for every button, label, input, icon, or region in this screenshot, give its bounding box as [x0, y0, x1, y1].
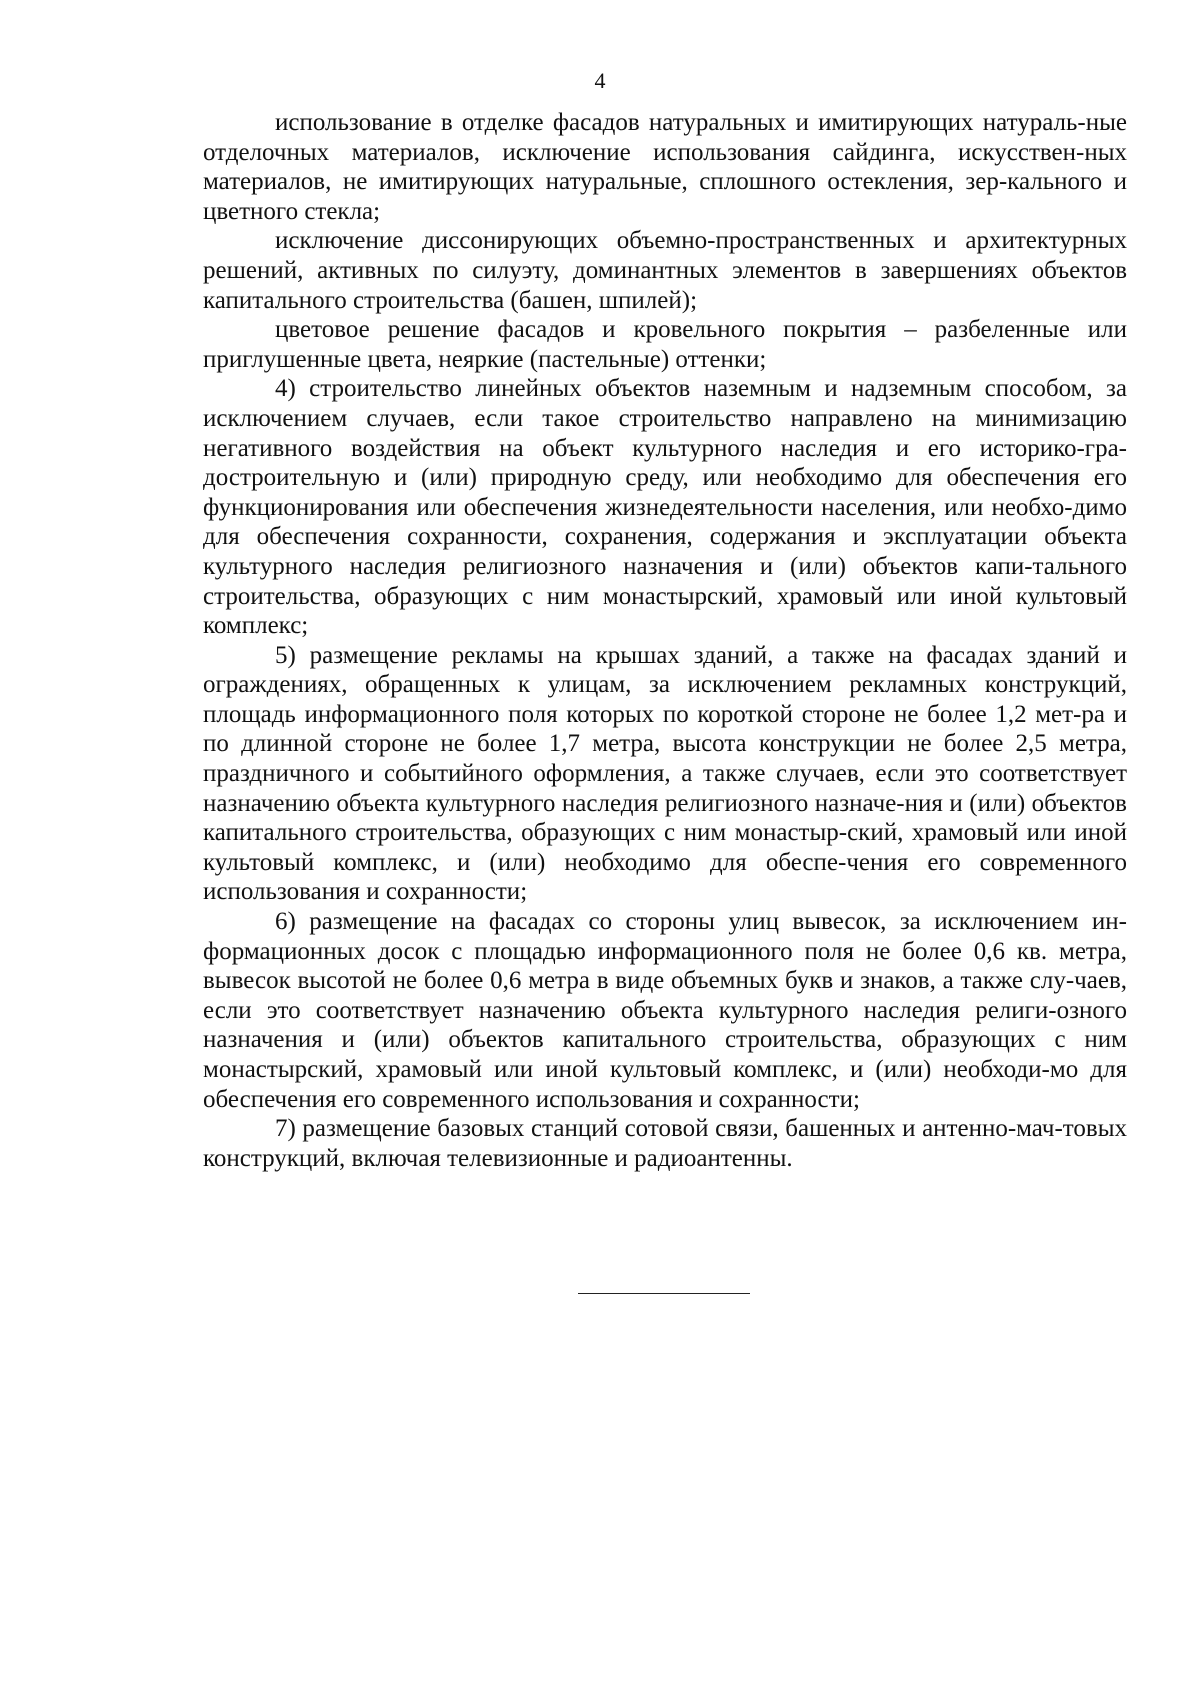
end-divider-line [578, 1293, 750, 1294]
paragraph-item-4-linear-objects: 4) строительство линейных объектов наземным и надземным способом, за исключением случаев, если такое строительство направлено на минимизацию негативного воздействия на объект культурного наследия и его историко-гра-достроительную и (или) природную среду, или необходимо для обеспечения его функционирования или обеспечения жизнедеятельности населения, или необхо-димо для обеспечения сохранности, сохранения, содержания и эксплуатации объекта культурного наследия религиозного назначения и (или) объектов капи-тального строительства, образующих с ним монастырский, храмовый или иной культовый комплекс; [203, 375, 1127, 640]
paragraph-item-7-base-stations: 7) размещение базовых станций сотовой связи, башенных и антенно-мач-товых конструкций, включая телевизионные и радиоантенны. [203, 1115, 1127, 1172]
paragraph-item-6-signboards: 6) размещение на фасадах со стороны улиц вывесок, за исключением ин-формационных досок с площадью информационного поля не более 0,6 кв. метра, вывесок высотой не более 0,6 метра в виде объемных букв и знаков, а также слу-чаев, если это соответствует назначению объекта культурного наследия религи-озного назначения и (или) объектов капитального строительства, образующих с ним монастырский, храмовый или иной культовый комплекс, и (или) необходи-мо для обеспечения его современного использования и сохранности; [203, 908, 1127, 1113]
paragraph-dissonant-solutions: исключение диссонирующих объемно-пространственных и архитектурных решений, активных по силуэту, доминантных элементов в завершениях объектов капитального строительства (башен, шпилей); [203, 227, 1127, 314]
document-body [203, 108, 1127, 1173]
paragraph-item-5-advertising: 5) размещение рекламы на крышах зданий, а также на фасадах зданий и ограждениях, обращенных к улицам, за исключением рекламных конструкций, площадь информационного поля которых по короткой стороне не более 1,2 мет-ра и по длинной стороне не более 1,7 метра, высота конструкции не более 2,5 метра, праздничного и событийного оформления, а также случаев, если это соответствует назначению объекта культурного наследия религиозного назначе-ния и (или) объектов капитального строительства, образующих с ним монастыр-ский, храмовый или иной культовый комплекс, и (или) необходимо для обеспе-чения его современного использования и сохранности; [203, 641, 1127, 906]
paragraph-color-solution: цветовое решение фасадов и кровельного покрытия – разбеленные или приглушенные цвета, неяркие (пастельные) оттенки; [203, 316, 1127, 373]
page-number: 4 [594, 68, 606, 93]
paragraph-facade-materials: использование в отделке фасадов натуральных и имитирующих натураль-ные отделочных материалов, исключение использования сайдинга, искусствен-ных материалов, не имитирующих натуральные, сплошного остекления, зер-кального и цветного стекла; [203, 109, 1127, 225]
